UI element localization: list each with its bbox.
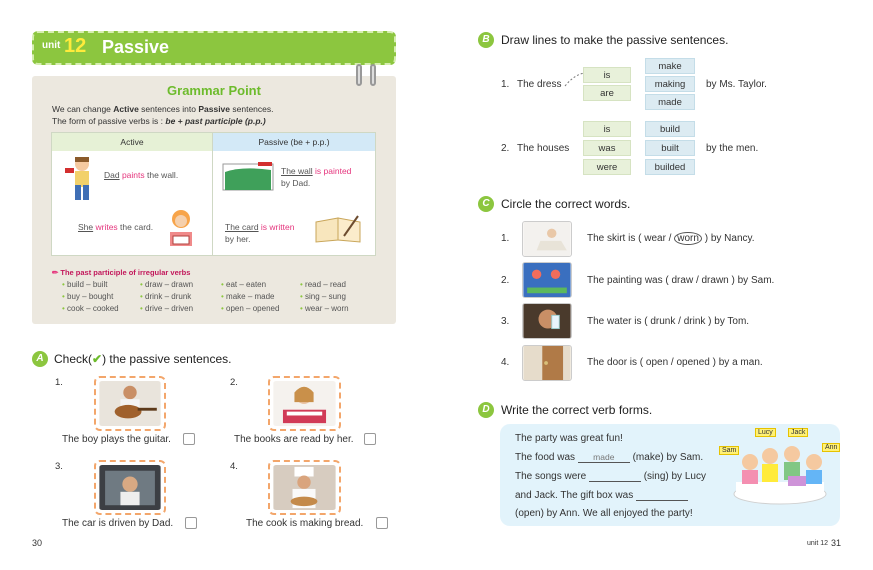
sentence-1: The skirt is ( wear / worn ) by Nancy. (587, 233, 755, 244)
pencil-icon: ✏ (52, 268, 61, 277)
section-c-title: Circle the correct words. (501, 197, 631, 211)
girl-skirt-photo (522, 221, 572, 257)
row-agent: by Ms. Taylor. (706, 79, 767, 90)
check-box[interactable] (376, 517, 388, 529)
row-number: 1. (501, 79, 510, 90)
passage-line-3: The songs were (sing) by Lucy (515, 471, 706, 482)
passive-header: Passive (be + p.p.) (213, 133, 375, 151)
row-agent: by the men. (706, 143, 759, 154)
painted-wall-illustration (222, 160, 274, 192)
verb-chip[interactable]: making (645, 76, 695, 92)
pp-column-3: • eat – eaten • make – made • open – opened (221, 280, 280, 313)
item-sentence: The car is driven by Dad. (62, 518, 174, 529)
girl-reading-photo (268, 376, 341, 431)
pp-column-1: • build – built • buy – bought • cook – cooked (62, 280, 119, 313)
section-d-badge: D (478, 402, 494, 418)
section-c-badge: C (478, 196, 494, 212)
passage-line-1: The party was great fun! (515, 433, 623, 444)
row-subject: The houses (517, 143, 570, 154)
boy-guitar-photo (94, 376, 166, 431)
active-header: Active (52, 133, 212, 151)
page-number-right: 31 (831, 538, 842, 548)
unit-title: Passive (102, 37, 170, 57)
item-number: 3. (55, 461, 63, 472)
answer-blank[interactable] (589, 471, 641, 482)
example-1-passive: The wall is painted by Dad. (281, 166, 352, 188)
example-2-active: She writes the card. (78, 222, 154, 232)
section-a-title: Check(✔) the passive sentences. (54, 352, 232, 366)
unit-banner (32, 31, 396, 65)
footer-unit-label: unit 12 (807, 540, 829, 547)
verb-chip[interactable]: made (645, 94, 695, 110)
unit-number: 12 (64, 35, 87, 57)
name-tag: Sam (719, 446, 739, 455)
cook-bread-photo (268, 460, 341, 515)
pp-column-2: • draw – drawn • drink – drunk • drive – driven (140, 280, 194, 313)
verb-chip[interactable]: builded (645, 159, 695, 175)
sentence-4: The door is ( open / opened ) by a man. (587, 357, 763, 368)
table-divider (212, 133, 213, 255)
item-number: 4. (230, 461, 238, 472)
dad-painting-illustration (62, 154, 98, 202)
item-number: 2. (501, 275, 510, 286)
answer-blank[interactable] (636, 490, 688, 501)
sentence-2: The painting was ( draw / drawn ) by Sam. (587, 275, 775, 286)
passage-line-4: and Jack. The gift box was (515, 490, 688, 501)
item-number: 2. (230, 377, 238, 388)
door-photo (522, 345, 572, 381)
item-sentence: The cook is making bread. (246, 518, 364, 529)
example-2-passive: The card is written by her. (225, 222, 295, 244)
answer-blank[interactable]: made (578, 452, 630, 463)
passage-line-5: (open) by Ann. We all enjoyed the party! (515, 508, 693, 519)
party-illustration (722, 432, 838, 512)
grammar-line-2: The form of passive verbs is : be + past participle (p.p.) (52, 116, 266, 126)
item-number: 1. (55, 377, 63, 388)
grammar-point-title: Grammar Point (167, 83, 261, 98)
aux-chip[interactable]: are (583, 85, 631, 101)
item-number: 1. (501, 233, 510, 244)
section-b-badge: B (478, 32, 494, 48)
grammar-line-1: We can change Active sentences into Passive sentences. (52, 104, 274, 114)
passage-line-2: The food was made (make) by Sam. (515, 452, 704, 463)
verb-chip[interactable]: make (645, 58, 695, 74)
sentence-3: The water is ( drunk / drink ) by Tom. (587, 316, 750, 327)
page-number-left: 30 (32, 538, 43, 548)
check-box[interactable] (183, 433, 195, 445)
aux-chip[interactable]: was (583, 140, 631, 156)
aux-chip[interactable]: were (583, 159, 631, 175)
name-tag: Jack (788, 428, 808, 437)
past-participle-title: ✏ The past participle of irregular verbs (52, 268, 191, 277)
circled-answer[interactable]: worn (674, 232, 702, 245)
pp-column-4: • read – read • sing – sung • wear – worn (300, 280, 349, 313)
check-box[interactable] (185, 517, 197, 529)
girl-writing-illustration (164, 208, 198, 250)
man-driving-photo (94, 460, 166, 515)
section-b-title: Draw lines to make the passive sentences. (501, 33, 729, 47)
item-sentence: The boy plays the guitar. (62, 434, 171, 445)
verb-chip[interactable]: built (645, 140, 695, 156)
check-box[interactable] (364, 433, 376, 445)
painting-photo (522, 262, 572, 298)
aux-chip[interactable]: is (583, 121, 631, 137)
unit-label: unit (42, 40, 61, 51)
item-number: 4. (501, 357, 510, 368)
verb-chip[interactable]: build (645, 121, 695, 137)
example-1-active: Dad paints the wall. (104, 170, 179, 180)
name-tag: Lucy (755, 428, 776, 437)
card-illustration (314, 214, 362, 244)
row-number: 2. (501, 143, 510, 154)
aux-chip[interactable]: is (583, 67, 631, 83)
section-a-badge: A (32, 351, 48, 367)
row-subject: The dress (517, 79, 562, 90)
item-number: 3. (501, 316, 510, 327)
boy-drinking-photo (522, 303, 572, 339)
item-sentence: The books are read by her. (234, 434, 354, 445)
name-tag: Ann (822, 443, 840, 452)
section-d-title: Write the correct verb forms. (501, 403, 653, 417)
